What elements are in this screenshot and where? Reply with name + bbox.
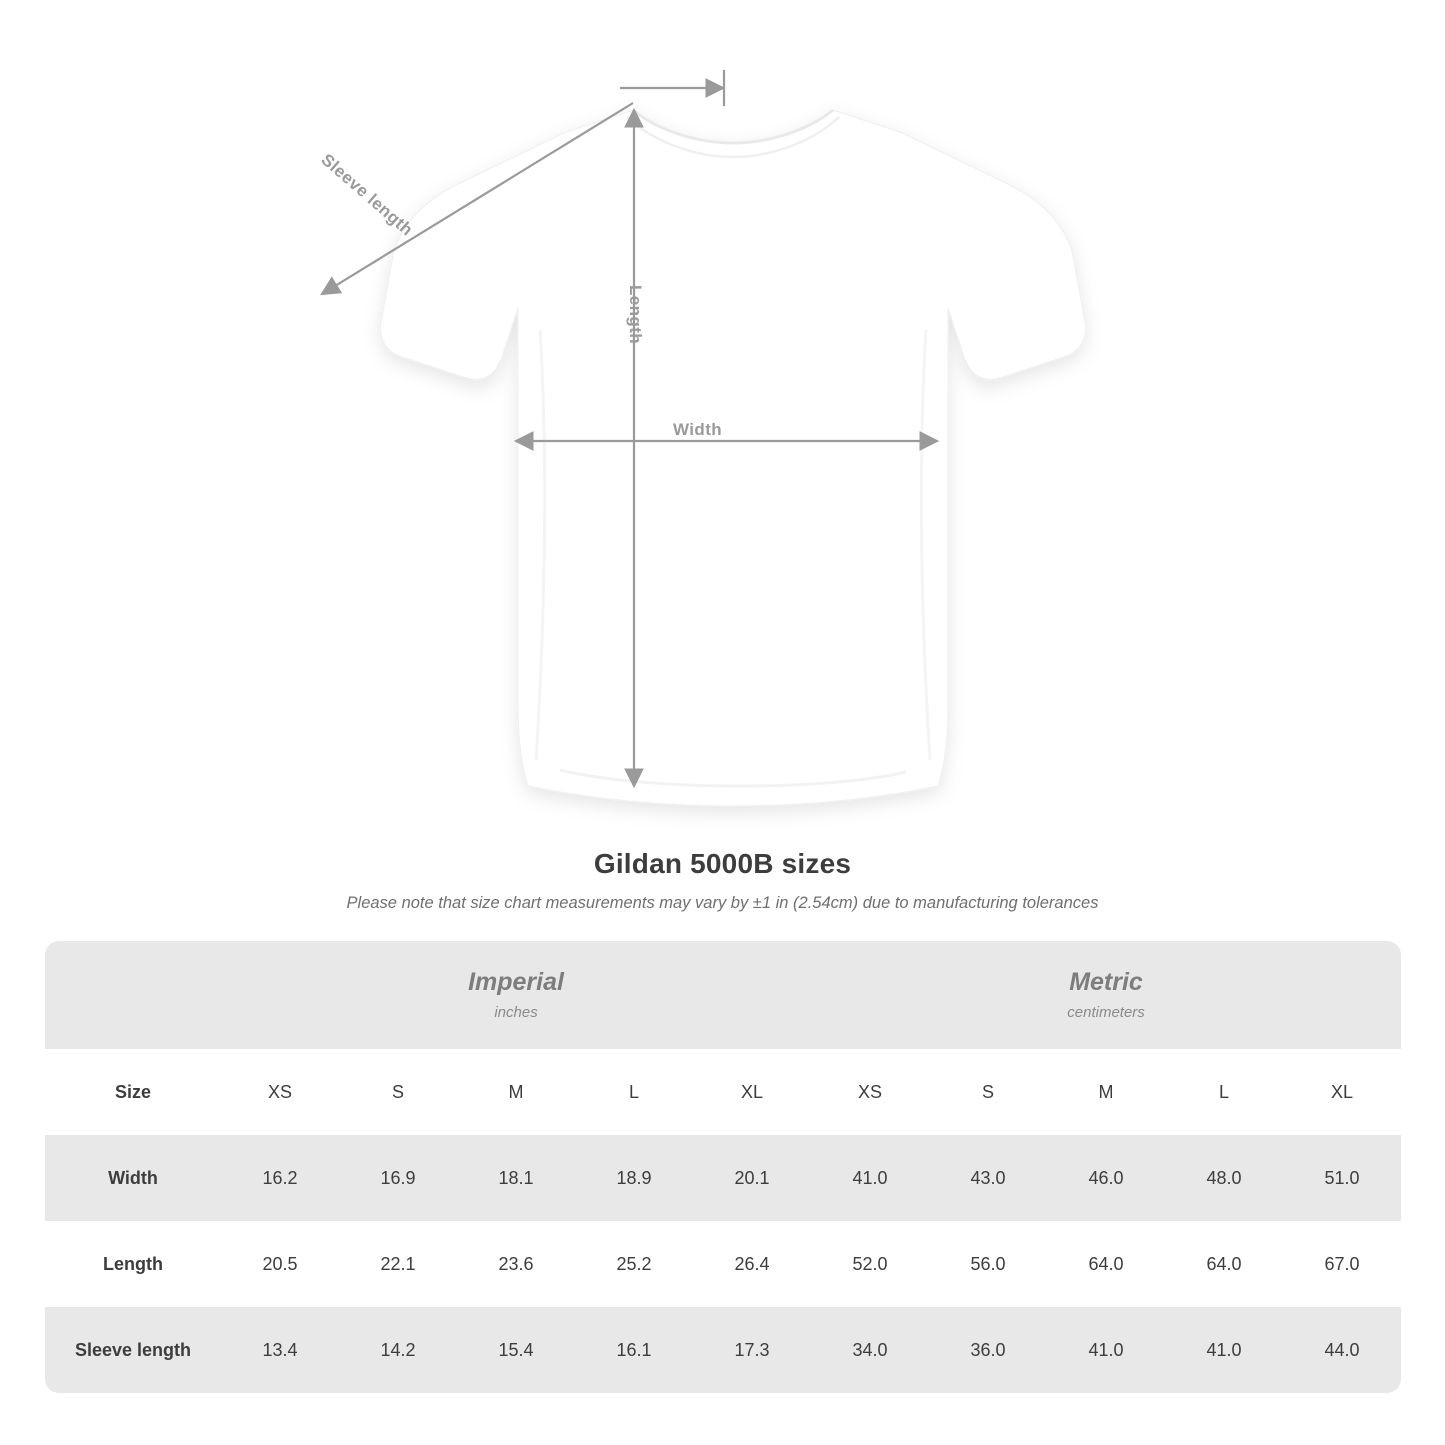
unit-group-imperial-name: Imperial [468, 968, 564, 997]
size-col-imperial-m: M [457, 1049, 575, 1135]
cell-width-metric-l: 48.0 [1165, 1135, 1283, 1221]
cell-width-metric-xs: 41.0 [811, 1135, 929, 1221]
size-col-imperial-s: S [339, 1049, 457, 1135]
cell-length-imperial-xl: 26.4 [734, 1253, 770, 1274]
cell-sleeve-metric-xl: 44.0 [1283, 1307, 1401, 1393]
cell-sleeve-metric-l: 41.0 [1165, 1307, 1283, 1393]
size-col-metric-l: L [1165, 1049, 1283, 1135]
size-table [45, 941, 1401, 1393]
cell-length-metric-l: 64.0 [1206, 1253, 1242, 1274]
cell-sleeve-metric-xs: 34.0 [811, 1307, 929, 1393]
cell-length-imperial-xs: 20.5 [262, 1253, 298, 1274]
unit-group-metric-sub: centimeters [1067, 1003, 1145, 1021]
unit-group-imperial [221, 941, 811, 1049]
table-row [45, 1135, 1401, 1221]
chart-note: Please note that size chart measurements may vary by ±1 in (2.54cm) due to manufacturing tolerances [346, 894, 1099, 912]
cell-sleeve-imperial-xl: 17.3 [693, 1307, 811, 1393]
cell-width-imperial-xl: 20.1 [693, 1135, 811, 1221]
cell-length-imperial-l: 25.2 [616, 1253, 652, 1274]
cell-sleeve-metric-m: 41.0 [1047, 1307, 1165, 1393]
size-col-metric-m: M [1047, 1049, 1165, 1135]
cell-sleeve-metric-s: 36.0 [929, 1307, 1047, 1393]
size-col-metric-xl: XL [1283, 1049, 1401, 1135]
cell-length-metric-xs: 52.0 [852, 1253, 888, 1274]
cell-sleeve-imperial-m: 15.4 [457, 1307, 575, 1393]
cell-width-imperial-l: 18.9 [575, 1135, 693, 1221]
cell-width-metric-xl: 51.0 [1283, 1135, 1401, 1221]
cell-width-imperial-xs: 16.2 [221, 1135, 339, 1221]
cell-length-imperial-m: 23.6 [498, 1253, 534, 1274]
size-col-metric-s: S [929, 1049, 1047, 1135]
size-col-imperial-xl: XL [693, 1049, 811, 1135]
tshirt-shape [380, 110, 1085, 806]
row-label-sleeve-length: Sleeve length [45, 1307, 221, 1393]
length-label: Length [626, 285, 645, 345]
unit-corner-cell [45, 941, 221, 1049]
table-row [45, 1307, 1401, 1393]
cell-length-imperial-s: 22.1 [380, 1253, 416, 1274]
width-label: Width [673, 420, 723, 439]
chart-title: Gildan 5000B sizes [593, 848, 852, 879]
unit-group-metric [811, 941, 1401, 1049]
size-header-row [45, 1049, 1401, 1135]
cell-width-imperial-m: 18.1 [457, 1135, 575, 1221]
unit-header-row [45, 941, 1401, 1049]
cell-width-imperial-s: 16.9 [339, 1135, 457, 1221]
cell-sleeve-imperial-s: 14.2 [339, 1307, 457, 1393]
unit-group-metric-name: Metric [1069, 968, 1143, 997]
table-row [45, 1221, 1401, 1307]
sleeve-length-label: Sleeve length [317, 150, 417, 240]
size-col-imperial-xs: XS [221, 1049, 339, 1135]
cell-length-metric-xl: 67.0 [1324, 1253, 1360, 1274]
unit-group-imperial-sub: inches [494, 1003, 538, 1021]
size-table-wrap [45, 941, 1400, 1393]
cell-width-metric-m: 46.0 [1047, 1135, 1165, 1221]
size-col-metric-xs: XS [811, 1049, 929, 1135]
title-block [0, 848, 1445, 913]
size-header-label: Size [45, 1049, 221, 1135]
size-col-imperial-l: L [575, 1049, 693, 1135]
cell-length-metric-s: 56.0 [970, 1253, 1006, 1274]
row-label-length: Length [103, 1253, 163, 1274]
cell-length-metric-m: 64.0 [1088, 1253, 1124, 1274]
cell-sleeve-imperial-xs: 13.4 [221, 1307, 339, 1393]
cell-width-metric-s: 43.0 [929, 1135, 1047, 1221]
cell-sleeve-imperial-l: 16.1 [575, 1307, 693, 1393]
row-label-width: Width [45, 1135, 221, 1221]
